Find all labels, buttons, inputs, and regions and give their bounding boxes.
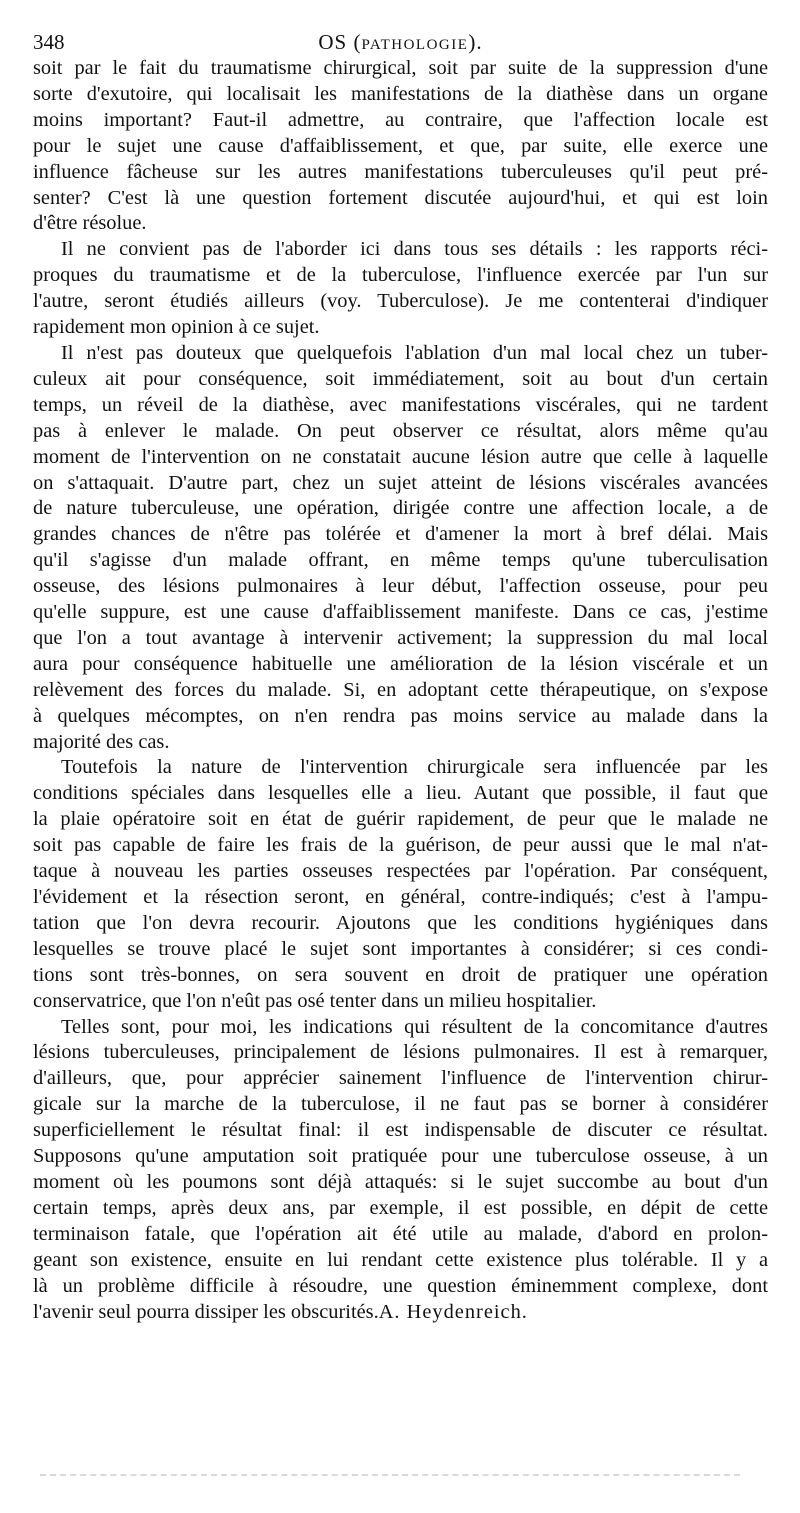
text-line: temps, un réveil de la diathèse, avec manifestations viscérales, qui ne tardent: [33, 393, 768, 416]
text-line: l'évidement et la résection seront, en général, contre-indiqués; c'est à l'ampu-: [33, 886, 768, 908]
text-line: pour le sujet une cause d'affaiblissement, et que, par suite, elle exerce une: [33, 134, 768, 157]
text-line: qu'elle suppure, est une cause d'affaiblissement manifeste. Dans ce cas, j'estime: [33, 601, 768, 624]
text-line: grandes chances de n'être pas tolérée et d'amener la mort à bref délai. Mais: [33, 523, 768, 546]
text-line: proques du traumatisme et de la tuberculose, l'influence exercée par l'un sur: [33, 264, 768, 287]
text-line: certain temps, après deux ans, par exemple, il est possible, en dépit de cette: [33, 1196, 768, 1219]
running-title: [33, 30, 768, 55]
text-line: l'autre, seront étudiés ailleurs (voy. Tuberculose). Je me contenterai d'indiquer: [33, 290, 768, 313]
text-line: pas à enlever le malade. On peut observer ce résultat, alors même qu'au: [33, 419, 768, 442]
running-title-small: PATHOLOGIE: [361, 37, 469, 53]
text-line: gicale sur la marche de la tuberculose, il ne faut pas se borner à considérer: [33, 1093, 768, 1116]
text-line: Telles sont, pour moi, les indications qui résultent de la concomitance d'autres: [61, 1015, 768, 1038]
running-title-main: OS (: [318, 30, 362, 54]
text-line: osseuse, des lésions pulmonaires à leur début, l'affection osseuse, pour peu: [33, 575, 768, 598]
text-line: terminaison fatale, que l'opération ait été utile au malade, d'abord en prolon-: [33, 1222, 768, 1245]
text-line: soit pas capable de faire les frais de la guérison, de peur aussi que le mal n'at-: [33, 834, 768, 857]
footer-rule: [40, 1474, 740, 1476]
text-line: que l'on a tout avantage à intervenir activement; la suppression du mal local: [33, 626, 768, 649]
signature-line: [33, 1300, 768, 1326]
text-line: de nature tuberculeuse, une opération, dirigée contre une affection locale, a de: [33, 497, 768, 520]
text-line: Il ne convient pas de l'aborder ici dans tous ses détails : les rapports réci-: [61, 238, 768, 261]
text-line: d'être résolue.: [33, 212, 147, 235]
paragraph: [33, 341, 768, 756]
document-page: [33, 30, 768, 1325]
text-line: taque à nouveau les parties osseuses respectées par l'opération. Par conséquent,: [33, 860, 768, 883]
text-line: moment de l'intervention on ne constatait aucune lésion autre que celle à laquelle: [33, 445, 768, 468]
text-line: là un problème difficile à résoudre, une question éminemment complexe, dont: [33, 1274, 768, 1297]
text-line: geant son existence, ensuite en lui rendant cette existence plus tolérable. Il y a: [33, 1248, 768, 1271]
paragraph: [33, 1015, 768, 1326]
text-line: relèvement des forces du malade. Si, en adoptant cette thérapeutique, on s'expose: [33, 678, 768, 701]
text-line: à quelques mécomptes, on n'en rendra pas moins service au malade dans la: [33, 704, 768, 727]
text-line: conservatrice, que l'on n'eût pas osé tenter dans un milieu hospitalier.: [33, 989, 597, 1012]
text-line: qu'il s'agisse d'un malade offrant, en même temps qu'une tuberculisation: [33, 549, 768, 572]
text-line: d'ailleurs, que, pour apprécier sainement l'influence de l'intervention chirur-: [33, 1067, 768, 1090]
text-line: Il n'est pas douteux que quelquefois l'ablation d'un mal local chez un tuber-: [61, 341, 768, 364]
text-line: moment où les poumons sont déjà attaqués: si le sujet succombe au bout d'un: [33, 1170, 768, 1193]
paragraph: [33, 56, 768, 237]
text-line: Toutefois la nature de l'intervention chirurgicale sera influencée par les: [61, 756, 768, 779]
text-line: sorte d'exutoire, qui localisait les manifestations de la diathèse dans un organe: [33, 82, 768, 105]
page-header: [33, 30, 768, 56]
text-line: tation que l'on devra recourir. Ajoutons que les conditions hygiéniques dans: [33, 911, 768, 934]
text-line: influence fâcheuse sur les autres manifestations tuberculeuses qu'il peut pré-: [33, 160, 768, 183]
paragraph: [33, 755, 768, 1014]
text-line: culeux ait pour conséquence, soit immédiatement, soit au bout d'un certain: [33, 367, 768, 390]
text-line: l'avenir seul pourra dissiper les obscurités.: [33, 1300, 379, 1323]
text-line: soit par le fait du traumatisme chirurgical, soit par suite de la suppression d'une: [33, 57, 768, 79]
text-line: tions sont très-bonnes, on sera souvent en droit de pratiquer une opération: [33, 963, 768, 986]
page-number: 348: [33, 30, 65, 54]
text-line: lesquelles se trouve placé le sujet sont importantes à considérer; si ces condi-: [33, 937, 768, 960]
text-line: Supposons qu'une amputation soit pratiquée pour une tuberculose osseuse, à un: [33, 1145, 768, 1168]
text-line: rapidement mon opinion à ce sujet.: [33, 316, 320, 339]
text-line: la plaie opératoire soit en état de guérir rapidement, de peur que le malade ne: [33, 808, 768, 831]
text-line: majorité des cas.: [33, 730, 170, 753]
text-line: lésions tuberculeuses, principalement de lésions pulmonaires. Il est à remarquer,: [33, 1041, 768, 1064]
text-line: senter? C'est là une question fortement discutée aujourd'hui, et qui est loin: [33, 186, 768, 209]
text-line: aura pour conséquence habituelle une amélioration de la lésion viscérale et un: [33, 652, 768, 675]
text-line: superficiellement le résultat final: il est indispensable de discuter ce résultat.: [33, 1119, 768, 1142]
body-text: [33, 56, 768, 1325]
text-line: moins important? Faut-il admettre, au contraire, que l'affection locale est: [33, 108, 768, 131]
text-line: on s'attaquait. D'autre part, chez un sujet atteint de lésions viscérales avancées: [33, 471, 768, 494]
paragraph: [33, 237, 768, 341]
running-title-end: ).: [468, 30, 483, 54]
author-signature: A. Heydenreich.: [378, 1300, 528, 1323]
text-line: conditions spéciales dans lesquelles elle a lieu. Autant que possible, il faut que: [33, 782, 768, 805]
